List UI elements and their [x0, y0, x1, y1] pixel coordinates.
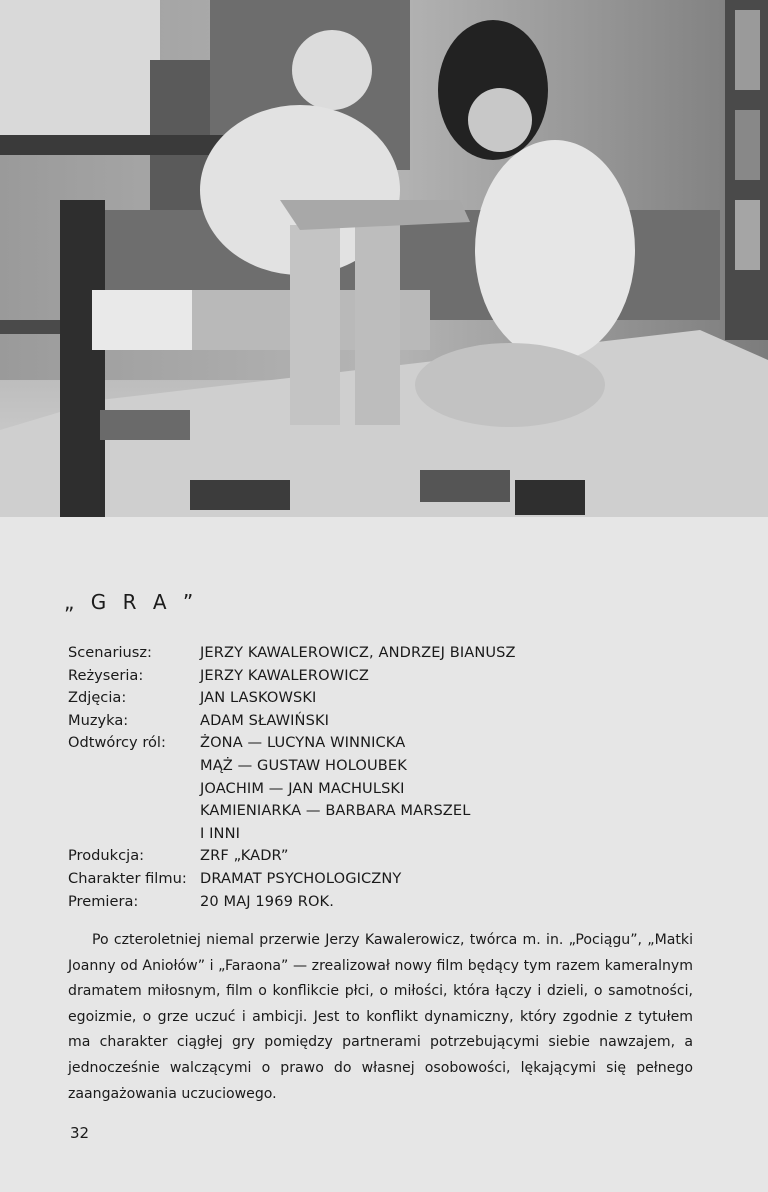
credit-value: JAN LASKOWSKI: [200, 689, 317, 707]
credit-value: 20 MAJ 1969 ROK.: [200, 892, 334, 910]
credit-row: [68, 732, 516, 755]
credit-value: ADAM SŁAWIŃSKI: [200, 711, 330, 729]
credit-value: I INNI: [200, 824, 240, 842]
credit-label-empty: [68, 778, 200, 801]
credit-row: [68, 665, 516, 688]
credit-row: [68, 755, 516, 778]
credit-row: [68, 845, 516, 868]
film-description: Po czteroletniej niemal przerwie Jerzy Kawalerowicz, twórca m. in. „Pociągu”, „Matki Joanny od Aniołów” i „Faraona” — zrealizował nowy film będący tym razem kameralnym dramatem miłosnym, film o konflikcie płci, o miłości, która łączy i dzieli, o samotności, egoizmie, o grze uczuć i ambicji. Jest to konflikt dynamiczny, który zgodnie z tytułem ma charakter ciągłej gry pomiędzy partnerami potrzebującymi siebie nawzajem, a jednocześnie walczącymi o prawo do własnej osobowości, lękającymi się pełnego zaangażowania uczuciowego.: [68, 932, 693, 1102]
credit-label: Scenariusz:: [68, 644, 152, 661]
credit-row: [68, 800, 516, 823]
credit-label-empty: [68, 755, 200, 778]
credit-row: [68, 778, 516, 801]
credit-row: [68, 710, 516, 733]
film-still-photo: [0, 0, 768, 517]
credit-label: Produkcja:: [68, 847, 145, 865]
credit-value: JERZY KAWALEROWICZ, ANDRZEJ BIANUSZ: [200, 644, 516, 661]
credit-value: DRAMAT PSYCHOLOGICZNY: [200, 869, 402, 887]
credit-value: ZRF „KADR”: [200, 847, 289, 865]
credit-row: [68, 687, 516, 710]
credit-value: JERZY KAWALEROWICZ: [200, 666, 370, 684]
page-number: 32: [70, 1124, 90, 1142]
credit-label: Odtwórcy ról:: [68, 734, 166, 752]
credit-row: [68, 868, 516, 891]
credit-label-empty: [68, 823, 200, 846]
credit-label: Premiera:: [68, 892, 139, 910]
film-title: „ G R A ”: [64, 590, 199, 614]
credit-value: MĄŻ — GUSTAW HOLOUBEK: [200, 756, 407, 774]
credit-label: Zdjęcia:: [68, 689, 127, 707]
credit-value: KAMIENIARKA — BARBARA MARSZEL: [200, 802, 471, 820]
credit-label: Charakter filmu:: [68, 869, 187, 887]
credit-label: Muzyka:: [68, 711, 129, 729]
credit-value: ŻONA — LUCYNA WINNICKA: [200, 734, 406, 752]
credit-label: Reżyseria:: [68, 666, 144, 684]
credit-label-empty: [68, 800, 200, 823]
credit-value: JOACHIM — JAN MACHULSKI: [200, 779, 405, 797]
credits-list: [68, 642, 516, 913]
credit-row: [68, 823, 516, 846]
credit-row: [68, 642, 516, 665]
credit-row: [68, 891, 516, 914]
